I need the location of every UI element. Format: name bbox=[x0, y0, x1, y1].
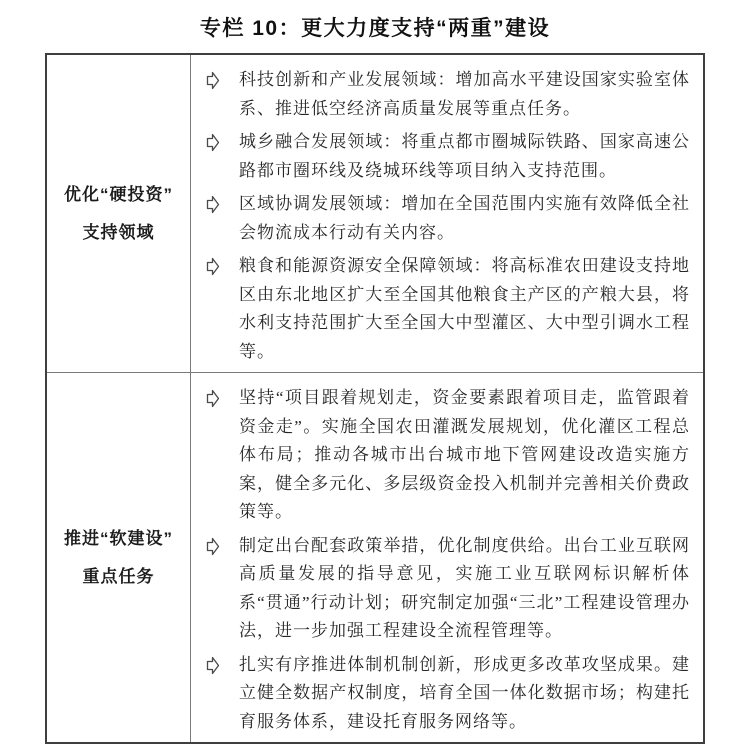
table-row bbox=[47, 372, 703, 742]
page-title: 专栏 10：更大力度支持“两重”建设 bbox=[199, 17, 551, 40]
list-item-text: 粮食和能源资源安全保障领域：将高标准农田建设支持地区由东北地区扩大至全国其他粮食主产区的产粮大县，将水利支持范围扩大至全国大中型灌区、大中型引调水工程等。 bbox=[239, 256, 690, 361]
arrow-right-icon bbox=[206, 66, 224, 123]
list-item-text: 扎实有序推进体制机制创新，形成更多改革攻坚成果。建立健全数据产权制度，培育全国一体化数据市场；构建托育服务体系，建设托育服务网络等。 bbox=[239, 654, 690, 731]
row-label-line: 优化“硬投资” bbox=[64, 184, 173, 204]
row-label-soft-construction bbox=[47, 373, 191, 742]
list-item bbox=[206, 66, 690, 123]
row-content bbox=[191, 373, 703, 742]
list-item bbox=[206, 190, 690, 247]
list-item-text: 区域协调发展领域：增加在全国范围内实施有效降低全社会物流成本行动有关内容。 bbox=[239, 194, 690, 242]
row-label-hard-investment bbox=[47, 55, 191, 372]
row-label-line: 重点任务 bbox=[82, 566, 155, 586]
list-item bbox=[206, 651, 690, 737]
list-item-text: 城乡融合发展领域：将重点都市圈城际铁路、国家高速公路都市圈环线及绕城环线等项目纳入支持范围。 bbox=[239, 132, 690, 180]
table-row bbox=[47, 55, 703, 372]
list-item-text: 制定出台配套政策举措，优化制度供给。出台工业互联网高质量发展的指导意见，实施工业互联网标识解析体系“贯通”行动计划；研究制定加强“三北”工程建设管理办法，进一步加强工程建设全流程管理等。 bbox=[239, 535, 690, 640]
arrow-right-icon bbox=[206, 190, 224, 247]
two-major-support-table bbox=[45, 53, 705, 744]
list-item bbox=[206, 532, 690, 646]
row-content bbox=[191, 55, 703, 372]
arrow-right-icon bbox=[206, 532, 224, 646]
list-item bbox=[206, 128, 690, 185]
arrow-right-icon bbox=[206, 128, 224, 185]
arrow-right-icon bbox=[206, 651, 224, 737]
row-label-line: 推进“软建设” bbox=[64, 528, 173, 548]
list-item bbox=[206, 252, 690, 366]
arrow-right-icon bbox=[206, 252, 224, 366]
list-item bbox=[206, 384, 690, 527]
row-label-line: 支持领域 bbox=[82, 222, 155, 242]
list-item-text: 坚持“项目跟着规划走，资金要素跟着项目走，监管跟着资金走”。实施全国农田灌溉发展规划，优化灌区工程总体布局；推动各城市出台城市地下管网建设改造实施方案，健全多元化、多层级资金投入机制并完善相关价费政策等。 bbox=[239, 388, 690, 521]
list-item-text: 科技创新和产业发展领域：增加高水平建设国家实验室体系、推进低空经济高质量发展等重点任务。 bbox=[239, 70, 690, 118]
arrow-right-icon bbox=[206, 384, 224, 527]
